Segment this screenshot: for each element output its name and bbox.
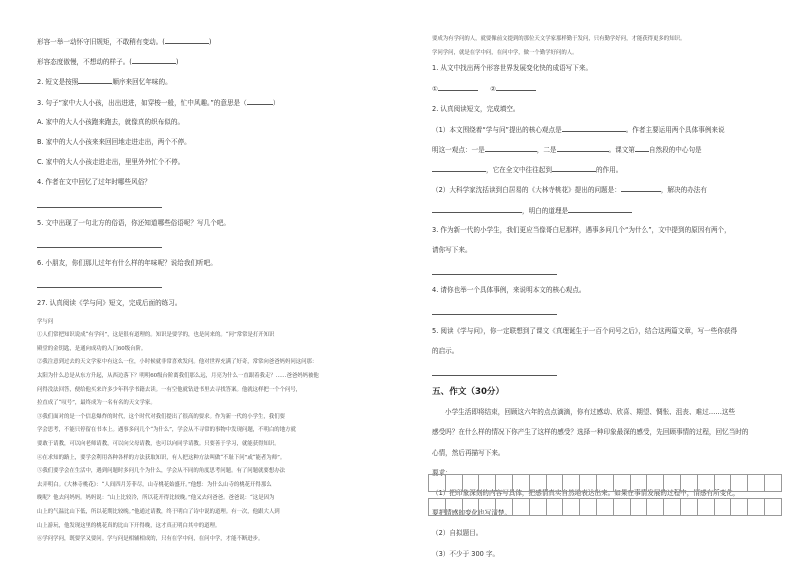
r-q2: 2. 认真阅读短文，完成填空。 [432,104,520,113]
requirement-1-cont: 要把情感的变化也写清楚。 [432,509,512,518]
grid-gap [529,492,546,499]
grid-cell[interactable] [630,475,647,492]
grid-gap [731,492,748,499]
grid-gap [479,492,496,499]
article-line: ②我注意到过去的天文学家中有这么一位，小时候就非常喜欢发问。他对世界充满了好奇，常常向爸爸妈妈问这问那： [37,359,318,366]
grid-cell[interactable] [563,475,580,492]
grid-cell[interactable] [664,475,681,492]
r-q2-3: ，它在全文中往往起到 的作用。 [432,164,764,175]
grid-cell[interactable] [680,499,697,516]
grid-gap [596,492,613,499]
r-q2-2: 明这一观点：一是 ，二是 。课文第 自然段的中心句是 [432,145,702,154]
grid-cell[interactable] [630,499,647,516]
article-title: 学与问 [37,318,54,325]
q3-option-a: A. 家中的大人小孩跑来跑去，就像真的织布似的。 [37,117,185,126]
grid-gap [563,492,580,499]
grid-gap [429,492,446,499]
q1-item-2: 形容态度傲慢，不想动的样子。( ) [37,58,179,67]
essay-prompt-line: 心情，然后再描写下来。 [432,448,505,457]
grid-gap [445,492,462,499]
q2: 2. 短文是按照 顺序来回忆年味的。 [37,78,172,87]
grid-cell[interactable] [697,475,714,492]
grid-cell[interactable] [731,475,748,492]
r-q5-cont: 的启示。 [432,346,459,355]
grid-cell[interactable] [714,499,731,516]
answer-blank[interactable] [432,164,486,172]
grid-gap [512,492,529,499]
answer-blank[interactable] [557,144,609,152]
r-q2-1: （1）本文围绕着“学与问”提出的核心观点是 。作者主要运用两个具体事例来说 [432,125,725,134]
r-q3: 3. 作为新一代的小学生，我们更应当像哥白尼那样，遇事多问几个“为什么”，文中提到的原因有两个， [432,225,731,234]
grid-gap [697,492,714,499]
article-line: 学会思考，不能只停留在书本上。遇事多问几个“为什么”，学会从不寻常的事物中发现问题，不明白的地方就 [37,427,296,434]
requirement-3: （3）不少于 300 字。 [432,549,500,558]
q6-answer-line[interactable] [37,278,401,289]
article-continued: 要成为有学问的人，就要像前文提到的那位天文学家那样勤于发问，只有勤学好问，才能获得更多的知识。 [432,36,686,42]
r-q5: 5. 阅读《学与问》，你一定联想到了课文《真理诞生于一百个问号之后》，结合这两篇文章，写一些你获得 [432,326,738,335]
grid-cell[interactable] [546,475,563,492]
answer-blank[interactable] [132,56,176,64]
requirement-1: （1）把印象深刻的内容写具体，把感情真实自然地表达出来。如果在事情发展的过程中，情感有所变化， [432,488,740,497]
grid-cell[interactable] [479,475,496,492]
q3-option-b: B. 家中的大人小孩来来回回地走进走出，两个不停。 [37,137,191,146]
article-line: 殿堂的金钥匙，是通向成功的入门60级台阶。 [37,345,147,352]
article-line: 晚呢？他去问妈妈。妈妈说：“山上比较冷，所以花开得比较晚。”他又去问爸爸。爸爸说：“这是因为 [37,495,275,502]
article-line: 山上的气温比山下低，所以花期比较晚。”他通过请教，终于明白了诗中说的道理。有一次，他跟大人到 [37,508,280,515]
grid-gap [647,492,664,499]
grid-gap [546,492,563,499]
grid-cell[interactable] [512,499,529,516]
answer-blank[interactable] [562,124,626,132]
q6: 6. 小朋友，你们那儿过年有什么样的年味呢？说给我们听吧。 [37,259,217,268]
grid-gap [613,492,630,499]
left-column [37,36,401,550]
grid-cell[interactable] [680,475,697,492]
article-line: ⑤我们要学会在生活中，遇到问题时多问几个为什么，学会从不同的角度思考问题。有了问题就要想办法 [37,468,285,475]
writing-grid[interactable] [428,474,782,516]
grid-cell[interactable] [764,499,781,516]
grid-cell[interactable] [512,475,529,492]
grid-cell[interactable] [496,499,513,516]
q27: 27. 认真阅读《学与问》短文，完成后面的练习。 [37,299,182,308]
grid-gap [664,492,681,499]
article-line: 拉直成了“叹号”，最终成为一名有名的天文学家。 [37,400,156,407]
q1-item-1: 形容一举一动怀守旧规矩，不敢稍有变动。( ) [37,38,212,46]
r-q1: 1. 从文中找出两个形容世界发展变化快的成语写下来。 [432,64,593,73]
q5: 5. 文中出现了一句北方的俗语，你还知道哪些俗语呢？写几个吧。 [37,218,231,227]
grid-cell[interactable] [613,499,630,516]
q4: 4. 作者在文中回忆了过年时哪些风俗？ [37,178,151,187]
r-q2-5: ，明白的道理是 [432,205,764,216]
essay-prompt-line: 小学生活即将结束，回顾这六年的点点滴滴，你有过感动、欣喜、期望、惆怅、沮丧、难过……这些 [445,408,736,417]
answer-blank[interactable] [247,97,273,105]
r-q4-answer-line[interactable] [432,305,764,316]
answer-blank[interactable] [568,205,632,213]
grid-cell[interactable] [479,499,496,516]
essay-prompt-line: 感受吗？在什么样的情况下你产生了这样的感受？选择一种印象最深的感受，先回顾事情的过程，回忆当时的 [432,428,749,437]
grid-cell[interactable] [445,499,462,516]
q5-answer-line[interactable] [37,238,401,249]
grid-cell[interactable] [647,475,664,492]
grid-cell[interactable] [764,475,781,492]
q4-answer-line[interactable] [37,198,401,209]
grid-gap [680,492,697,499]
grid-cell[interactable] [596,499,613,516]
grid-cell[interactable] [445,475,462,492]
requirements-label: 要求： [432,468,452,477]
grid-cell[interactable] [714,475,731,492]
article-continued: 学问学问，就是在学中问，在问中学，做一个勤学好问的人。 [432,49,578,56]
grid-cell[interactable] [697,499,714,516]
answer-blank[interactable] [552,164,596,172]
grid-cell[interactable] [664,499,681,516]
article-line: ③我们面对的是一个信息爆炸的时代，这个时代对我们提出了很高的要求。作为新一代的小学生，我们要 [37,413,285,420]
grid-cell[interactable] [748,475,765,492]
answer-blank[interactable] [432,205,522,213]
grid-cell[interactable] [613,475,630,492]
requirement-2: （2）自拟题目。 [432,529,483,538]
r-q3-cont: 请你写下来。 [432,245,472,254]
r-q1-answers: ① ② [432,83,764,94]
article-line: ⑥学问学问，既要学又要问。学与问是相辅相成的，只有在学中问，在问中学，才能不断进步。 [37,536,264,543]
grid-cell[interactable] [496,475,513,492]
r-q3-answer-line[interactable] [432,265,764,276]
grid-gap [462,492,479,499]
grid-gap [630,492,647,499]
grid-cell[interactable] [429,475,446,492]
grid-gap [580,492,597,499]
article-line: ①人们常把知识说成“有学问”，这是很有道理的。知识是要学的，也是问来的。“问”常常是打开知识 [37,332,275,339]
q3-option-c: C. 家中的大人小孩走进走出，里里外外忙个不停。 [37,158,185,167]
answer-blank[interactable] [438,83,478,91]
grid-cell[interactable] [529,475,546,492]
answer-blank[interactable] [621,184,661,192]
answer-blank[interactable] [165,36,209,44]
r-q2-4: （2）大科学家沈括读到白居易的《大林寺桃花》提出的问题是： ，解决的办法有 [432,186,707,195]
grid-cell[interactable] [596,475,613,492]
grid-cell[interactable] [580,499,597,516]
grid-cell[interactable] [462,499,479,516]
grid-cell[interactable] [731,499,748,516]
q3: 3. 句子“家中大人小孩，出出进进，如穿梭一般，忙中风趣。”的意思是（ ） [37,98,280,107]
answer-blank[interactable] [635,144,649,152]
answer-blank[interactable] [485,144,537,152]
grid-cell[interactable] [462,475,479,492]
grid-cell[interactable] [580,475,597,492]
grid-cell[interactable] [429,499,446,516]
answer-blank[interactable] [496,83,536,91]
article-line: ④在求知的路上，要学会利用各种各样的方法获取知识，有人把这种方法叫做“不耻下问”或“能者为师”。 [37,454,286,461]
article-line: 要敢于请教，可以向老师请教，可以向父母请教，也可以向同学请教。只要善于学习，就能获得知识。 [37,440,280,447]
section-title-composition: 五、作文（30分） [432,387,505,398]
grid-gap [714,492,731,499]
article-line: 太阳为什么总是从东方升起，从西边落下？明明60级台阶离我们那么远，月亮为什么一直跟着我走？……爸爸妈妈被他 [37,373,319,379]
article-line: 去弄明白。《大林寺桃花》：“人间四月芳菲尽，山寺桃花始盛开。”他想：为什么山寺的桃花开得那么 [37,481,272,488]
grid-cell[interactable] [529,499,546,516]
grid-gap [764,492,781,499]
answer-blank[interactable] [78,76,112,84]
grid-cell[interactable] [546,499,563,516]
grid-cell[interactable] [563,499,580,516]
r-q4: 4. 请你也举一个具体事例，来说明本文的核心观点。 [432,286,586,295]
article-line: 问得没法回答，便给他买来许多少年科学书籍去读。一有空他就钻进书里去寻找答案。他就这样把一个个问号， [37,386,302,393]
grid-gap [748,492,765,499]
grid-gap [496,492,513,499]
r-q5-answer-line[interactable] [432,366,764,377]
grid-cell[interactable] [748,499,765,516]
article-line: 山上游玩，他发现这里的桃花真的比山下开得晚，这才真正明白其中的道理。 [37,522,221,529]
grid-cell[interactable] [647,499,664,516]
